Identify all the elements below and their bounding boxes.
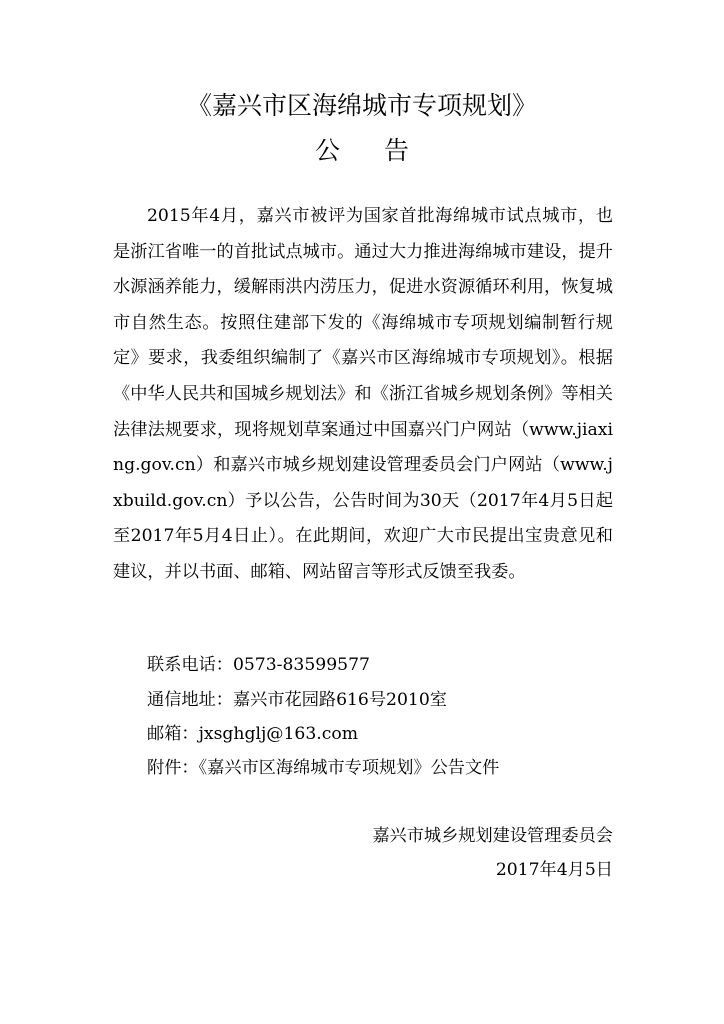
subtitle-char-1: 公: [314, 136, 340, 165]
attachment-line: 附件：《嘉兴市区海绵城市专项规划》公告文件: [147, 758, 500, 778]
notice-subtitle: [0, 133, 724, 169]
issue-date: 2017年4月5日: [495, 860, 613, 880]
contact-address: 通信地址：嘉兴市花园路616号2010室: [147, 690, 447, 710]
issuer-signature: 嘉兴市城乡规划建设管理委员会: [372, 826, 613, 846]
subtitle-char-2: 告: [384, 136, 410, 165]
notice-title: 《嘉兴市区海绵城市专项规划》: [186, 91, 537, 120]
contact-email: 邮箱：jxsghglj@163.com: [147, 724, 359, 744]
contact-phone: 联系电话：0573-83599577: [147, 655, 370, 675]
notice-body: 2015年4月，嘉兴市被评为国家首批海绵城市试点城市，也是浙江省唯一的首批试点城市。通过大力推进海绵城市建设，提升水源涵养能力，缓解雨洪内涝压力，促进水资源循环利用，恢复城市自然生态。按照住建部下发的《海绵城市专项规划编制暂行规定》要求，我委组织编制了《嘉兴市区海绵城市专项规划》。根据《中华人民共和国城乡规划法》和《浙江省城乡规划条例》等相关法律法规要求，现将规划草案通过中国嘉兴门户网站（www.jiaxing.gov.cn）和嘉兴市城乡规划建设管理委员会门户网站（www.jxbuild.gov.cn）予以公告，公告时间为30天（2017年4月5日起至2017年5月4日止）。在此期间，欢迎广大市民提出宝贵意见和建议，并以书面、邮箱、网站留言等形式反馈至我委。: [113, 206, 613, 582]
